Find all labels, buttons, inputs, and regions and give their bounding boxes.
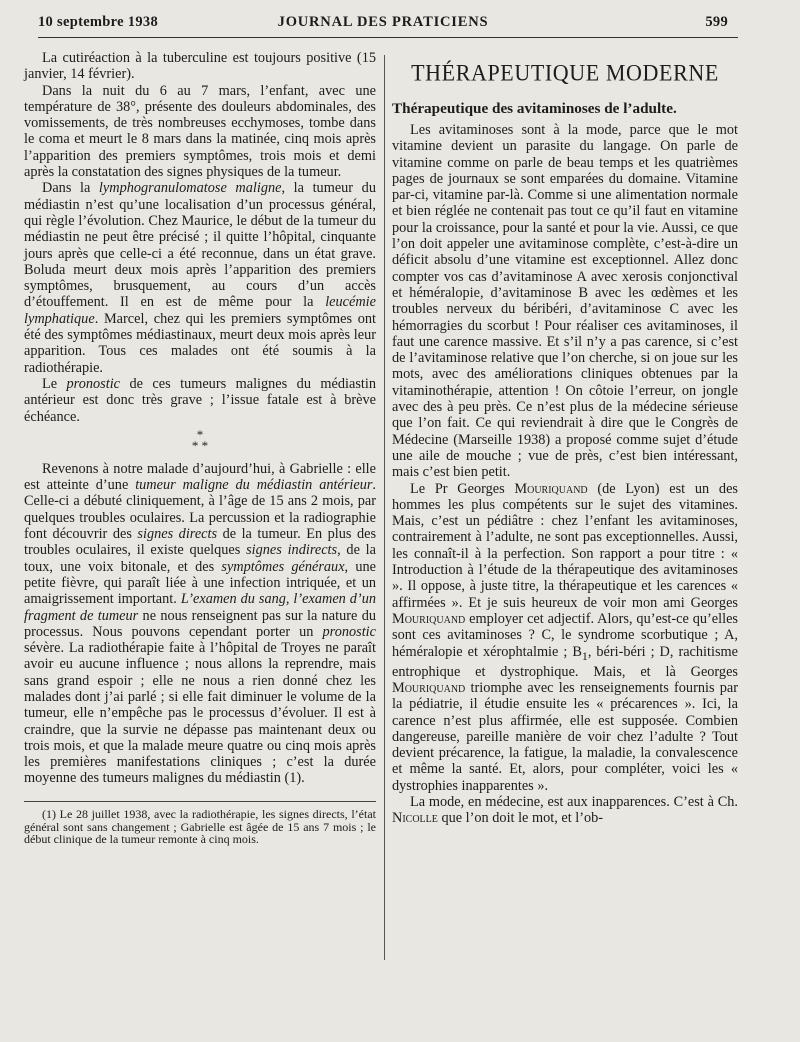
running-head	[38, 14, 728, 36]
right-paragraph-3: La mode, en médecine, est aux inapparences. C’est à Ch. Nicolle que l’on doit le mot, et l’ob-	[392, 794, 738, 827]
footnote: (1) Le 28 juillet 1938, avec la radiothérapie, les signes directs, l’état général sont sans changement ; Gabrielle est âgée de 15 ans 7 mois ; le début clinique de la tumeur remonte à cinq mois.	[24, 806, 376, 847]
left-paragraph-4: Le pronostic de ces tumeurs malignes du médiastin antérieur est donc très grave ; l’issue fatale est à brève échéance.	[24, 375, 376, 425]
asterism-divider: * * *	[191, 426, 209, 453]
left-paragraph-1: La cutiréaction à la tuberculine est toujours positive (15 janvier, 14 février).	[24, 50, 376, 83]
issue-date: 10 septembre 1938	[38, 14, 159, 30]
right-paragraph-2: Le Pr Georges Mouriquand (de Lyon) est un des hommes les plus compétents sur le sujet des vitamines. Mais, c’est un pédiâtre : chez l’enfant les avitaminoses, contrairement à l’adulte, ne sont pas exceptionnelles. Aussi, les connaît-il à la perfection. Son rapport a pour titre : « Introduction à l’étude de la thérapeutique des avitaminoses ». Il oppose, à juste titre, la thérapeutique et les carences « affirmées ». Et je suis heureux de voir mon ami Georges Mouriquand employer cet adjectif. Alors, qu’est-ce qu’elles sont ces avitaminoses ? C, le syndrome scorbutique ; A, héméralopie et xérophtalmie ; $B_1$, béri-béri ; D, rachitisme entrophique et dystrophique. Mais, et là Georges Mouriquand triomphe avec les renseignements fournis par la pédiatrie, il étudie ensuite les « précarences ». Ici, la carence n’est plus affirmée, elle est supposée. Combien dangereuse, pareille manière de voir chez l’adulte ? Tout devient précarence, la fatigue, la maladie, la convalescence et même la santé. Et, alors, pour compléter, voici les « dystrophies inapparentes ».	[392, 480, 738, 794]
right-paragraph-1: Les avitaminoses sont à la mode, parce que le mot vitamine devient un parasite du langage. On parle de vitamine comme on parle de beau temps et les quatrièmes pages de journaux se sont emparées du domaine. Vitamine par-ci, vitamine par-là. Comme si une alimentation normale et bien réglée ne contenait pas tout ce qu’il faut en vitamine pour la croissance, pour la santé et pour la vie. Aussi, ce que l’on doit appeler une avitaminose complète, c’est-à-dire un déficit absolu d’une vitamine est exceptionnel. Allez donc compter vos cas d’avitaminose A avec xerosis conjonctival et héméralopie, d’avitaminose B avec les œdèmes et les troubles nerveux du béribéri, d’avitaminose C avec les hémorragies du scorbut ! Pour réaliser ces avitaminoses, il faut une carence massive. Et s’il n’y a pas carence, si c’est de l’avitaminose relative que l’on cherche, si on joue sur les mots, avec des améliorations cliniques obtenues par la vitaminothérapie, attention ! On côtoie l’erreur, on jongle avec des à peu près. Ce n’est plus de la médecine sérieuse que l’on fait. Ce qui reviendrait à dire que le Congrès de Médecine (Marseille 1938) a proposé comme sujet d’étude une aile de mouche ; vue de près, c’est bien intéressant, mais c’est bien petit.	[392, 122, 738, 481]
header-rule	[38, 37, 738, 38]
journal-title: JOURNAL DES PRATICIENS	[277, 14, 489, 30]
left-paragraph-3: Dans la lymphogranulomatose maligne, la tumeur du médiastin n’est qu’une localisation d’un processus général, qui règle l’évolution. Chez Maurice, le début de la tumeur du médiastin ne peut être précisé ; il quitte l’hôpital, cinquante jours après que celle-ci a été reconnue, dans un état grave. Boluda meurt deux mois après l’apparition des premiers symptômes, brusquement, au cours d’un accès d’étouffement. Il en est de même pour la leucémie lymphatique. Marcel, chez qui les premiers symptômes ont été des symptômes médiastinaux, meurt deux mois après leur apparition. Tous ces malades ont été soumis à la radiothérapie.	[24, 180, 376, 376]
column-separator	[384, 55, 385, 960]
left-paragraph-5: Revenons à notre malade d’aujourd’hui, à Gabrielle : elle est atteinte d’une tumeur maligne du médiastin antérieur. Celle-ci a débuté cliniquement, à l’âge de 15 ans 2 mois, par quelques troubles oculaires. La percussion et la radiographie font découvrir des signes directs de la tumeur. En plus des troubles oculaires, il existe quelques signes indirects, de la toux, une voix bitonale, et des symptômes généraux, une petite fièvre, qui paraît liée à une infection intriquée, et un amaigrissement important. L’examen du sang, l’examen d’un fragment de tumeur ne nous renseignent pas sur la nature du processus. Nous pouvons cependant porter un pronostic sévère. La radiothérapie faite à l’hôpital de Troyes ne paraît avoir eu aucune influence ; nous allons la reprendre, mais sans grand espoir ; elle ne nous a rien donné chez les malades dont j’ai parlé ; si elle fait diminuer le volume de la tumeur, elle n’empêche pas le processus d’évoluer. Il est à craindre, que la survie ne dépasse pas maintenant deux ou trois mois, et que la malade meure quatre ou cinq mois après les premières manifestations cliniques ; c’est la durée moyenne des tumeurs malignes du médiastin (1).	[24, 460, 377, 787]
left-paragraph-2: Dans la nuit du 6 au 7 mars, l’enfant, avec une température de 38°, présente des douleurs abdominales, des vomissements, de très nombreuses ecchymoses, tombe dans le coma et meurt le 8 mars dans la matinée, cinq mois après l’apparition des premiers symptômes, trois mois et demi après la constatation des signes physiques de la tumeur.	[24, 82, 376, 181]
page-number: 599	[705, 14, 728, 30]
left-column	[24, 50, 376, 846]
right-column	[392, 50, 738, 827]
footnote-rule	[24, 801, 376, 802]
article-title: Thérapeutique des avitaminoses de l’adulte.	[392, 100, 677, 117]
section-title: THÉRAPEUTIQUE MODERNE	[411, 59, 719, 86]
